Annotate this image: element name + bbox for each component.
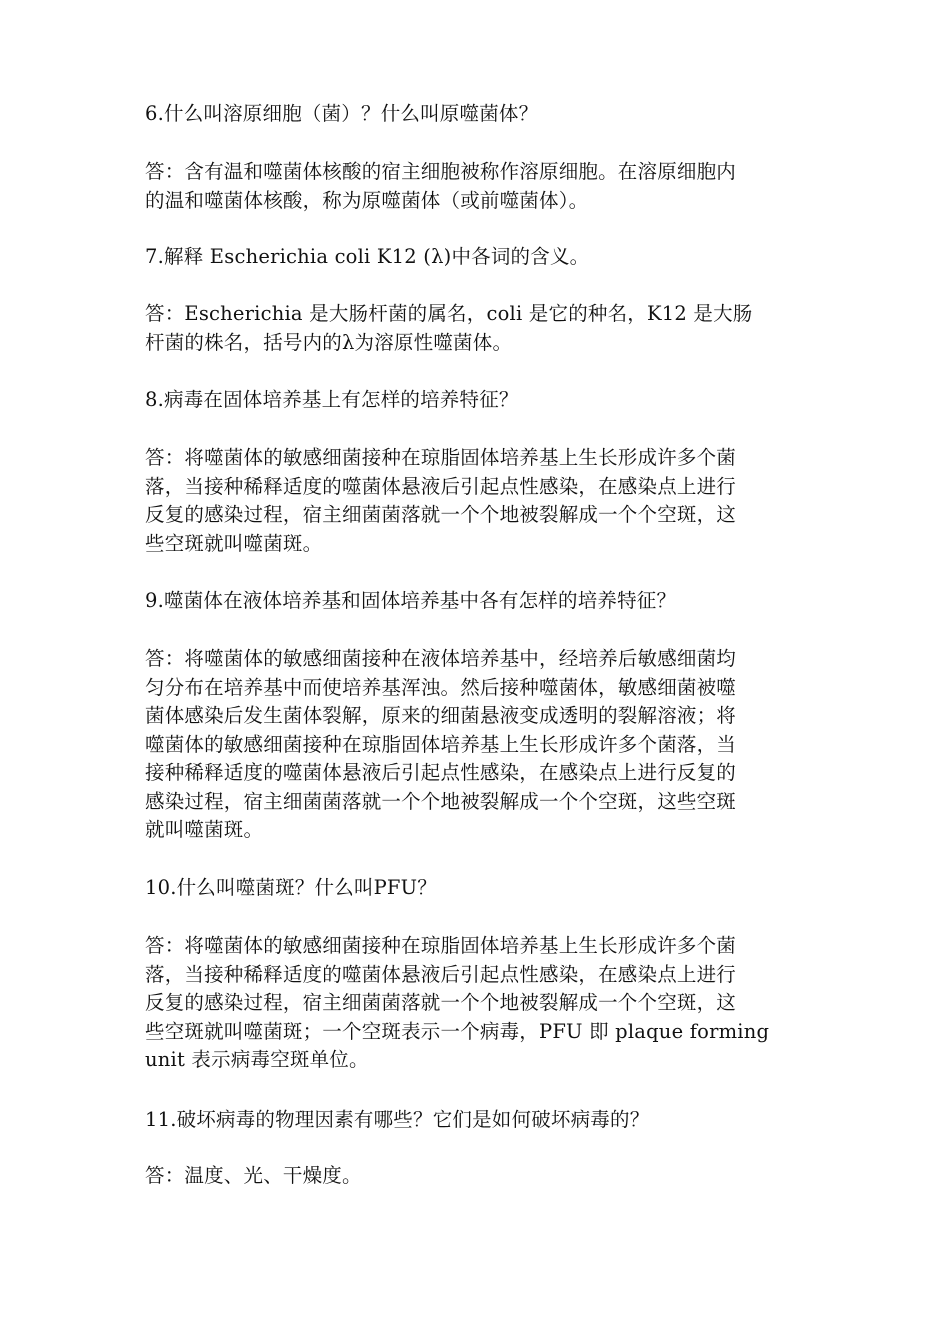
- answer-10-line: 落，当接种稀释适度的噬菌体悬液后引起点性感染，在感染点上进行: [145, 962, 737, 986]
- question-6-text: 6.什么叫溶原细胞（菌）？什么叫原噬菌体？: [145, 102, 539, 125]
- answer-6-line: 答：含有温和噬菌体核酸的宿主细胞被称作溶原细胞。在溶原细胞内: [145, 160, 737, 183]
- answer-10-line: 反复的感染过程，宿主细菌菌落就一个个地被裂解成一个个空斑，这: [145, 991, 737, 1014]
- answer-8-line: 答：将噬菌体的敏感细菌接种在琼脂固体培养基上生长形成许多个菌: [145, 446, 737, 469]
- answer-9-line: 匀分布在培养基中而使培养基浑浊。然后接种噬菌体，敏感细菌被噬: [145, 675, 737, 699]
- answer-9-line: 接种稀释适度的噬菌体悬液后引起点性感染，在感染点上进行反复的: [145, 761, 737, 784]
- answer-11: [145, 1162, 810, 1191]
- answer-9-line: 噬菌体的敏感细菌接种在琼脂固体培养基上生长形成许多个菌落，当: [145, 732, 737, 756]
- answer-7: [145, 300, 810, 357]
- answer-7-line: 杆菌的株名，括号内的λ为溶原性噬菌体。: [145, 330, 513, 354]
- answer-7-line: 答：Escherichia 是大肠杆菌的属名，coli 是它的种名，K12 是大肠: [145, 302, 753, 325]
- question-10-text: 10.什么叫噬菌斑？什么叫PFU？: [145, 876, 437, 899]
- answer-6-line: 的温和噬菌体核酸，称为原噬菌体（或前噬菌体）。: [145, 188, 589, 212]
- question-8-text: 8.病毒在固体培养基上有怎样的培养特征？: [145, 388, 519, 411]
- answer-8-line: 反复的感染过程，宿主细菌菌落就一个个地被裂解成一个个空斑，这: [145, 503, 737, 526]
- question-11: [145, 1106, 810, 1135]
- answer-8: [145, 444, 810, 558]
- answer-9: [145, 645, 810, 845]
- answer-10-line: 些空斑就叫噬菌斑；一个空斑表示一个病毒，PFU 即 plaque forming: [145, 1019, 770, 1043]
- question-7: [145, 243, 810, 272]
- answer-10-line: unit 表示病毒空斑单位。: [145, 1048, 369, 1071]
- question-8: [145, 386, 810, 415]
- question-10: [145, 874, 810, 903]
- answer-8-line: 些空斑就叫噬菌斑。: [145, 531, 323, 555]
- answer-11-line: 答：温度、光、干燥度。: [145, 1164, 362, 1187]
- question-9: [145, 587, 810, 616]
- answer-10: [145, 932, 810, 1075]
- question-9-text: 9.噬菌体在液体培养基和固体培养基中各有怎样的培养特征？: [145, 589, 677, 612]
- answer-9-line: 答：将噬菌体的敏感细菌接种在液体培养基中，经培养后敏感细菌均: [145, 647, 737, 670]
- question-6: [145, 100, 810, 129]
- answer-9-line: 菌体感染后发生菌体裂解，原来的细菌悬液变成透明的裂解溶液；将: [145, 704, 737, 727]
- answer-10-line: 答：将噬菌体的敏感细菌接种在琼脂固体培养基上生长形成许多个菌: [145, 934, 737, 957]
- answer-9-line: 感染过程，宿主细菌菌落就一个个地被裂解成一个个空斑，这些空斑: [145, 789, 737, 813]
- answer-9-line: 就叫噬菌斑。: [145, 818, 264, 841]
- answer-8-line: 落，当接种稀释适度的噬菌体悬液后引起点性感染，在感染点上进行: [145, 474, 737, 498]
- answer-6: [145, 158, 810, 215]
- question-11-text: 11.破坏病毒的物理因素有哪些？它们是如何破坏病毒的？: [145, 1108, 650, 1131]
- question-7-text: 7.解释 Escherichia coli K12 (λ)中各词的含义。: [145, 245, 590, 268]
